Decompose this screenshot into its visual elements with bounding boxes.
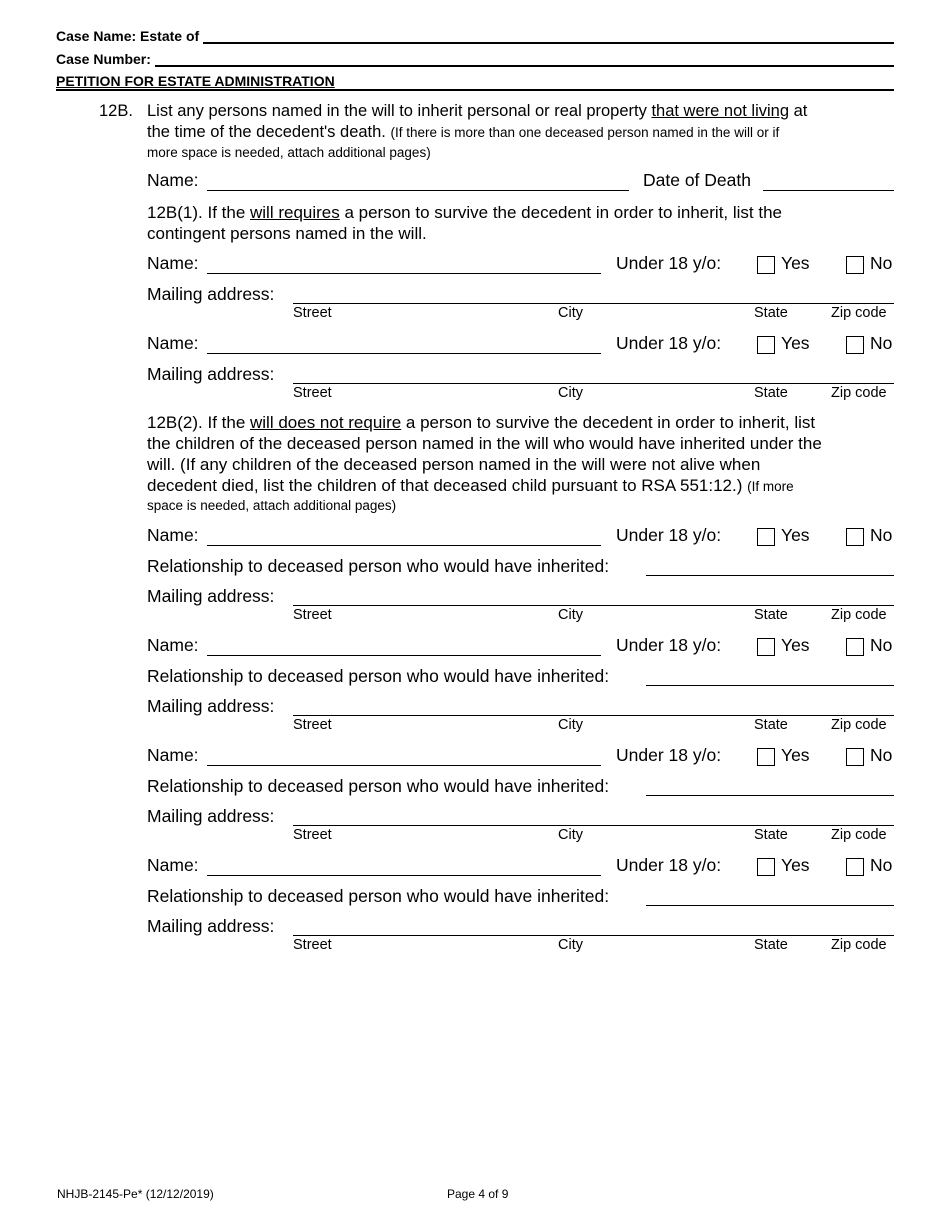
- yes-label: Yes: [781, 253, 810, 273]
- city-caption: City: [558, 827, 583, 843]
- state-caption: State: [754, 305, 788, 321]
- name-field[interactable]: [207, 875, 601, 876]
- mailing-address-field[interactable]: [293, 383, 894, 384]
- mailing-address-label: Mailing address:: [147, 284, 275, 304]
- name-field[interactable]: [207, 655, 601, 656]
- case-name-label: Case Name: Estate of: [56, 28, 200, 44]
- mailing-address-label: Mailing address:: [147, 586, 275, 606]
- street-caption: Street: [293, 937, 332, 953]
- city-caption: City: [558, 385, 583, 401]
- relationship-field[interactable]: [646, 905, 894, 906]
- case-number-row: [56, 51, 894, 67]
- zip-caption: Zip code: [831, 717, 887, 733]
- no-checkbox[interactable]: [846, 748, 864, 766]
- mailing-address-field[interactable]: [293, 825, 894, 826]
- name-field[interactable]: [207, 353, 601, 354]
- no-checkbox[interactable]: [846, 256, 864, 274]
- under18-label: Under 18 y/o:: [616, 253, 722, 273]
- relationship-label: Relationship to deceased person who would have inherited:: [147, 556, 610, 576]
- yes-label: Yes: [781, 745, 810, 765]
- under18-label: Under 18 y/o:: [616, 635, 722, 655]
- mailing-address-label: Mailing address:: [147, 916, 275, 936]
- yes-checkbox[interactable]: [757, 638, 775, 656]
- street-caption: Street: [293, 305, 332, 321]
- name-label: Name:: [147, 170, 199, 190]
- date-of-death-field[interactable]: [763, 190, 894, 191]
- relationship-label: Relationship to deceased person who would have inherited:: [147, 886, 610, 906]
- state-caption: State: [754, 607, 788, 623]
- no-label: No: [870, 253, 893, 273]
- yes-checkbox[interactable]: [757, 858, 775, 876]
- under18-label: Under 18 y/o:: [616, 333, 722, 353]
- zip-caption: Zip code: [831, 827, 887, 843]
- city-caption: City: [558, 607, 583, 623]
- relationship-field[interactable]: [646, 575, 894, 576]
- zip-caption: Zip code: [831, 305, 887, 321]
- yes-checkbox[interactable]: [757, 528, 775, 546]
- zip-caption: Zip code: [831, 607, 887, 623]
- mailing-address-field[interactable]: [293, 715, 894, 716]
- case-name-field[interactable]: [203, 28, 894, 44]
- city-caption: City: [558, 937, 583, 953]
- under18-label: Under 18 y/o:: [616, 855, 722, 875]
- state-caption: State: [754, 827, 788, 843]
- state-caption: State: [754, 385, 788, 401]
- city-caption: City: [558, 305, 583, 321]
- case-number-label: Case Number:: [56, 51, 151, 67]
- name-field[interactable]: [207, 765, 601, 766]
- name-field[interactable]: [207, 545, 601, 546]
- no-label: No: [870, 855, 893, 875]
- no-label: No: [870, 745, 893, 765]
- no-checkbox[interactable]: [846, 638, 864, 656]
- name-field[interactable]: [207, 190, 629, 191]
- yes-label: Yes: [781, 333, 810, 353]
- street-caption: Street: [293, 607, 332, 623]
- city-caption: City: [558, 717, 583, 733]
- mailing-address-label: Mailing address:: [147, 364, 275, 384]
- name-label: Name:: [147, 525, 199, 545]
- yes-label: Yes: [781, 855, 810, 875]
- under18-label: Under 18 y/o:: [616, 745, 722, 765]
- street-caption: Street: [293, 827, 332, 843]
- zip-caption: Zip code: [831, 385, 887, 401]
- case-number-field[interactable]: [155, 51, 894, 67]
- mailing-address-label: Mailing address:: [147, 696, 275, 716]
- yes-checkbox[interactable]: [757, 748, 775, 766]
- no-label: No: [870, 635, 893, 655]
- name-label: Name:: [147, 745, 199, 765]
- section-12b-text: List any persons named in the will to inherit personal or real property that were not living at the time of the decedent's death. (If there is more than one deceased person named in the will or if more space is needed, attach additional pages): [147, 102, 808, 160]
- under18-label: Under 18 y/o:: [616, 525, 722, 545]
- yes-label: Yes: [781, 525, 810, 545]
- name-label: Name:: [147, 855, 199, 875]
- yes-checkbox[interactable]: [757, 336, 775, 354]
- yes-label: Yes: [781, 635, 810, 655]
- section-12b1-text: 12B(1). If the will requires a person to survive the decedent in order to inherit, list the contingent persons named in the will.: [147, 203, 782, 243]
- name-label: Name:: [147, 333, 199, 353]
- no-checkbox[interactable]: [846, 528, 864, 546]
- relationship-field[interactable]: [646, 685, 894, 686]
- relationship-field[interactable]: [646, 795, 894, 796]
- mailing-address-label: Mailing address:: [147, 806, 275, 826]
- form-title: PETITION FOR ESTATE ADMINISTRATION: [56, 72, 894, 91]
- street-caption: Street: [293, 717, 332, 733]
- state-caption: State: [754, 937, 788, 953]
- no-checkbox[interactable]: [846, 336, 864, 354]
- name-label: Name:: [147, 253, 199, 273]
- form-id: NHJB-2145-Pe* (12/12/2019): [57, 1187, 214, 1201]
- case-name-row: [56, 28, 894, 44]
- mailing-address-field[interactable]: [293, 303, 894, 304]
- section-12b2-text: 12B(2). If the will does not require a person to survive the decedent in order to inherit, list the children of the deceased person named in the will who would have inherited under the will. (If any children of the deceased person named in the will were not alive when decedent died, list the children of that deceased child pursuant to RSA 551:12.) (If more space is needed, attach additional pages): [147, 413, 822, 513]
- relationship-label: Relationship to deceased person who would have inherited:: [147, 666, 610, 686]
- no-checkbox[interactable]: [846, 858, 864, 876]
- street-caption: Street: [293, 385, 332, 401]
- mailing-address-field[interactable]: [293, 605, 894, 606]
- no-label: No: [870, 525, 893, 545]
- no-label: No: [870, 333, 893, 353]
- name-field[interactable]: [207, 273, 601, 274]
- date-of-death-label: Date of Death: [643, 170, 751, 190]
- name-label: Name:: [147, 635, 199, 655]
- mailing-address-field[interactable]: [293, 935, 894, 936]
- section-12b-number: 12B.: [99, 102, 133, 120]
- zip-caption: Zip code: [831, 937, 887, 953]
- yes-checkbox[interactable]: [757, 256, 775, 274]
- relationship-label: Relationship to deceased person who would have inherited:: [147, 776, 610, 796]
- page-number: Page 4 of 9: [447, 1187, 509, 1201]
- state-caption: State: [754, 717, 788, 733]
